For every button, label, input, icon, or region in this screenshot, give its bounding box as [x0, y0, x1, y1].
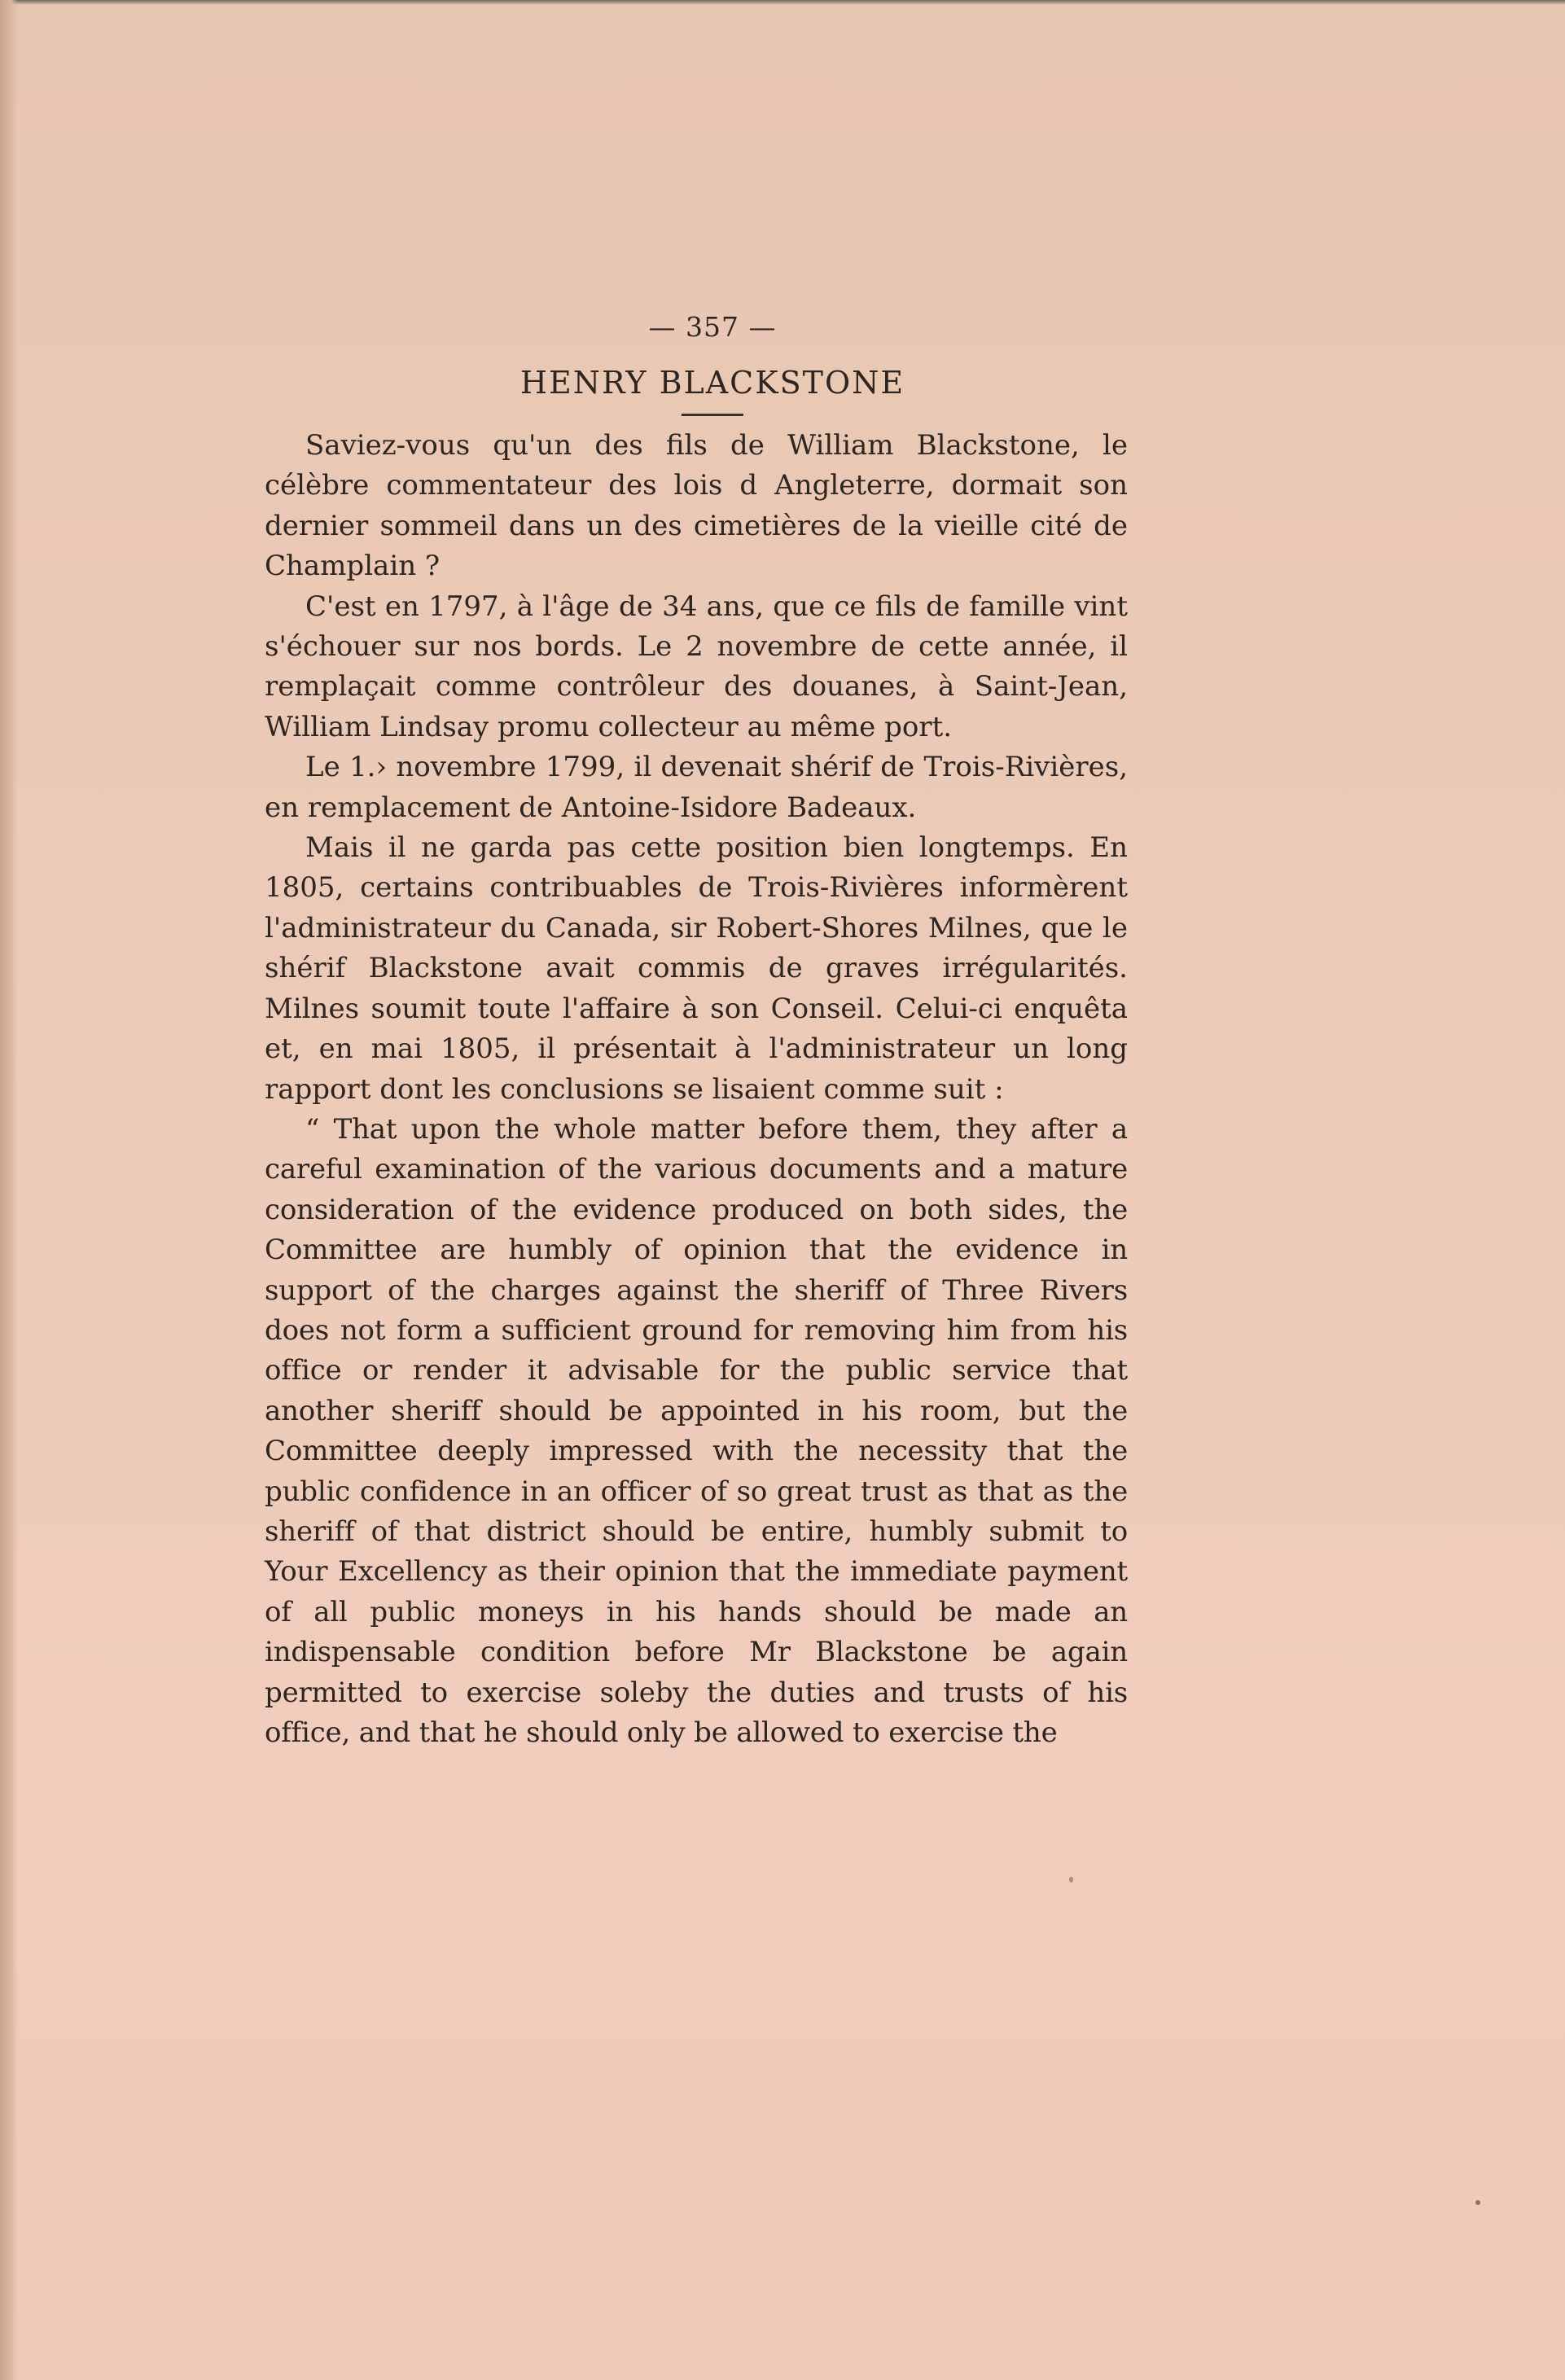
title-rule [682, 414, 743, 416]
page-content [265, 309, 1128, 1753]
ink-speck [1069, 1877, 1073, 1883]
paragraph-1: Saviez-vous qu'un des fils de William Blackstone, le célèbre commentateur des lois d Angleterre, dormait son dernier sommeil dans un des cimetières de la vieille cité de Champlain ? [265, 429, 1128, 583]
page-number: — 357 — [648, 311, 777, 343]
ink-speck [1475, 2200, 1480, 2205]
page-top-edge [0, 0, 1565, 5]
paragraph-2: C'est en 1797, à l'âge de 34 ans, que ce fils de famille vint s'échouer sur nos bords. Le 2 novembre de cette année, il remplaçait comme contrôleur des douanes, à Saint-Jean, William Lindsay promu collecteur au même port. [265, 590, 1128, 743]
page-binding-edge [0, 0, 18, 2380]
paragraph-5-quote: “ That upon the whole matter before them, they after a careful examination of the various documents and a mature consideration of the evidence produced on both sides, the Committee are humbly of opinion that the evidence in support of the charges against the sheriff of Three Rivers does not form a sufficient ground for removing him from his office or render it advisable for the public service that another sheriff should be appointed in his room, but the Committee deeply impressed with the necessity that the public confidence in an officer of so great trust as that as the sheriff of that district should be entire, humbly submit to Your Excellency as their opinion that the immediate payment of all public moneys in his hands should be made an indispensable condition before Mr Blackstone be again permitted to exercise soleby the duties and trusts of his office, and that he should only be allowed to exercise the [265, 1112, 1128, 1749]
paragraph-4: Mais il ne garda pas cette position bien longtemps. En 1805, certains contribuables de Trois-Rivières informèrent l'administrateur du Canada, sir Robert-Shores Milnes, que le shérif Blackstone avait commis de graves irrégularités. Milnes soumit toute l'affaire à son Conseil. Celui-ci enquêta et, en mai 1805, il présentait à l'administrateur un long rapport dont les conclusions se lisaient comme suit : [265, 831, 1128, 1106]
article-title: HENRY BLACKSTONE [519, 365, 905, 401]
paragraph-3: Le 1.› novembre 1799, il devenait shérif de Trois-Rivières, en remplacement de Antoine-Isidore Badeaux. [265, 751, 1128, 824]
